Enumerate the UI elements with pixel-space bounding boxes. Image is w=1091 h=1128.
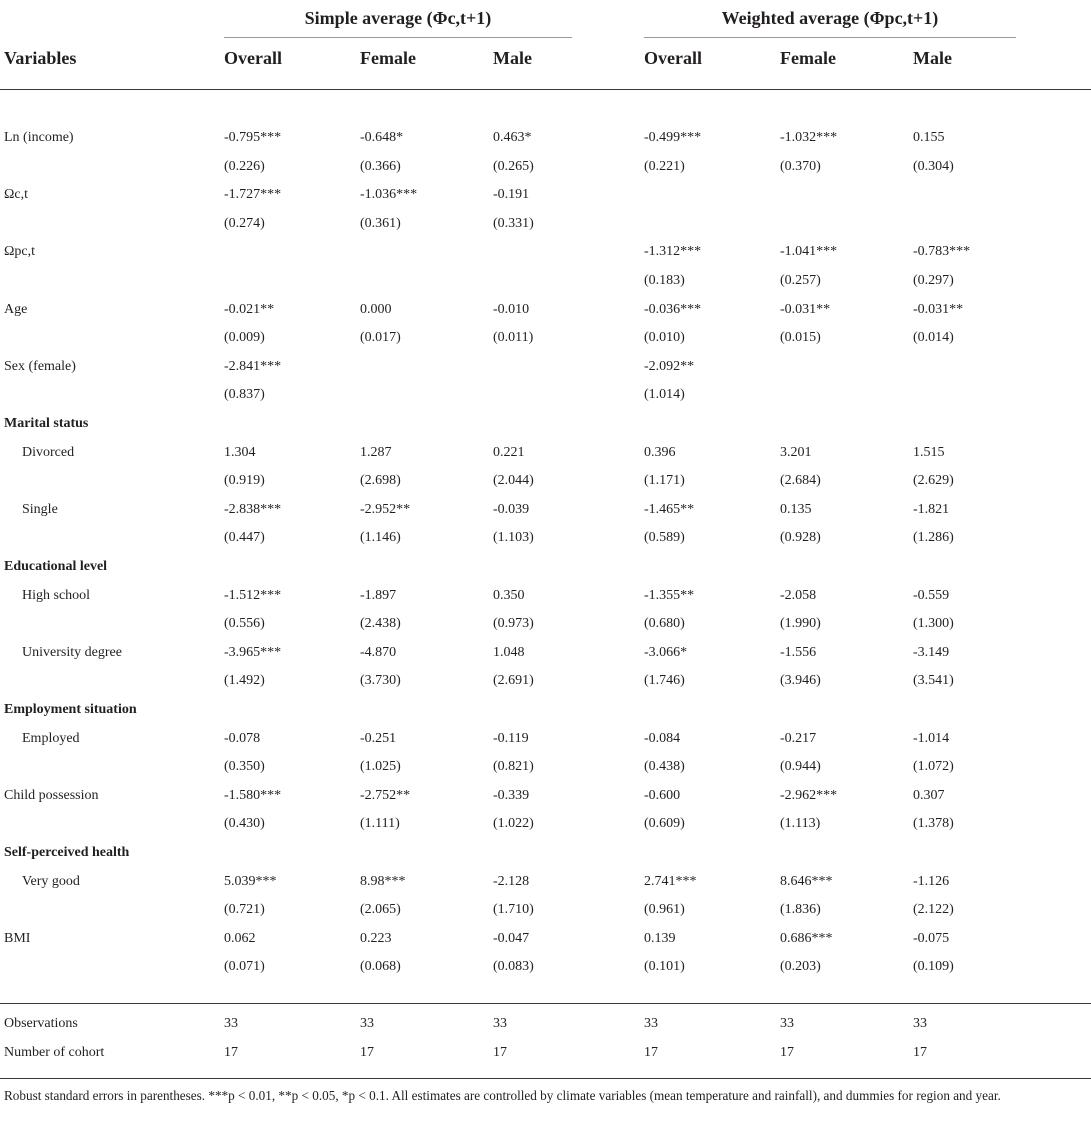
table-cell: -3.149	[913, 644, 950, 660]
table-cell: (2.684)	[780, 473, 821, 489]
table-cell: (0.274)	[224, 215, 265, 231]
table-cell: -0.031**	[913, 301, 964, 317]
table-cell: (2.122)	[913, 902, 954, 918]
table-cell: (1.025)	[360, 759, 401, 775]
table-footnote: Robust standard errors in parentheses. ***p < 0.01, **p < 0.05, *p < 0.1. All estimates are controlled by climate variables (mean temperature and rainfall), and dummies for region and year.	[4, 1088, 1001, 1103]
table-cell: (0.370)	[780, 158, 821, 174]
table-row	[0, 153, 1091, 181]
table-cell: -0.217	[780, 730, 817, 746]
table-cell: 17	[780, 1044, 794, 1060]
table-cell: 33	[360, 1016, 374, 1031]
table-cell: -4.870	[360, 644, 397, 660]
row-label: Ωpc,t	[4, 244, 36, 260]
table-row	[0, 353, 1091, 381]
table-cell: (1.378)	[913, 816, 954, 832]
table-cell: -0.084	[644, 730, 681, 746]
table-cell: (0.366)	[360, 158, 401, 174]
table-cell: (1.171)	[644, 473, 685, 489]
table-row	[0, 725, 1091, 753]
table-cell: 1.048	[493, 644, 525, 660]
footer-rule	[0, 1078, 1091, 1079]
table-cell: (0.068)	[360, 959, 401, 975]
column-header-simple-male: Male	[493, 48, 532, 68]
table-cell: 1.515	[913, 444, 945, 460]
table-cell: (0.297)	[913, 273, 954, 288]
table-row	[0, 953, 1091, 981]
table-cell: (0.083)	[493, 959, 534, 975]
table-row	[0, 896, 1091, 924]
table-cell: 0.463*	[493, 130, 532, 145]
table-row	[0, 410, 1091, 438]
row-label: Ln (income)	[4, 130, 74, 145]
table-cell: (0.221)	[644, 158, 685, 174]
table-cell: (0.944)	[780, 759, 821, 775]
table-cell: -2.841***	[224, 358, 282, 374]
table-cell: -0.119	[493, 730, 529, 746]
table-row	[0, 467, 1091, 495]
table-cell: -1.512***	[224, 587, 282, 603]
table-cell: (0.011)	[493, 330, 534, 346]
table-cell: (0.257)	[780, 273, 821, 288]
table-cell: (0.556)	[224, 616, 265, 632]
table-cell: -0.021**	[224, 301, 275, 317]
table-cell: -1.032***	[780, 130, 838, 145]
table-cell: (1.014)	[644, 387, 685, 403]
table-cell: (0.821)	[493, 759, 534, 775]
table-cell: -1.014	[913, 730, 950, 746]
table-cell: 0.396	[644, 444, 676, 460]
table-cell: (0.010)	[644, 330, 685, 346]
table-cell: (0.680)	[644, 616, 685, 632]
table-row	[0, 124, 1091, 152]
table-cell: (0.109)	[913, 959, 954, 975]
table-cell: (1.710)	[493, 902, 534, 918]
table-cell: -1.580***	[224, 787, 282, 803]
table-cell: (0.226)	[224, 158, 265, 174]
row-label: University degree	[22, 644, 122, 660]
table-cell: (1.022)	[493, 816, 534, 832]
summary-rule	[0, 1003, 1091, 1004]
table-cell: -0.499***	[644, 130, 702, 145]
row-label: Sex (female)	[4, 358, 76, 374]
section-label: Educational level	[4, 559, 108, 574]
row-label: Employed	[22, 730, 80, 746]
table-cell: -2.838***	[224, 501, 282, 517]
table-cell: 0.155	[913, 130, 945, 145]
table-cell: (0.350)	[224, 759, 265, 775]
table-cell: (0.265)	[493, 158, 534, 174]
table-cell: (0.203)	[780, 959, 821, 975]
table-row	[0, 524, 1091, 552]
section-label: Self-perceived health	[4, 845, 130, 860]
table-cell: -3.965***	[224, 644, 282, 660]
section-label: Marital status	[4, 416, 89, 431]
table-cell: 0.000	[360, 301, 392, 317]
table-row	[0, 296, 1091, 324]
table-cell: (0.071)	[224, 959, 265, 975]
table-row	[0, 324, 1091, 352]
table-cell: 17	[224, 1044, 238, 1060]
table-cell: (0.973)	[493, 616, 534, 632]
column-header-simple-female: Female	[360, 48, 416, 68]
table-cell: (3.541)	[913, 673, 954, 689]
table-cell: 17	[644, 1044, 658, 1060]
table-cell: (2.698)	[360, 473, 401, 489]
table-cell: -0.010	[493, 301, 530, 317]
table-row	[0, 782, 1091, 810]
table-cell: (2.691)	[493, 673, 534, 689]
table-cell: (1.286)	[913, 530, 954, 546]
table-cell: 17	[493, 1044, 507, 1060]
table-cell: -0.600	[644, 787, 681, 803]
table-row	[0, 439, 1091, 467]
row-label: Very good	[22, 873, 80, 889]
table-cell: (0.961)	[644, 902, 685, 918]
row-label: Observations	[4, 1016, 78, 1031]
row-label: Age	[4, 301, 28, 317]
group-header-weighted-average: Weighted average (Φpc,t+1)	[721, 8, 939, 28]
row-label: Divorced	[22, 444, 75, 460]
group-header-simple-average: Simple average (Φc,t+1)	[304, 8, 492, 28]
table-cell: (0.331)	[493, 215, 534, 231]
table-cell: -3.066*	[644, 644, 688, 660]
table-cell: -1.821	[913, 501, 950, 517]
table-cell: 17	[360, 1044, 374, 1060]
table-cell: (0.361)	[360, 215, 401, 231]
table-row	[0, 553, 1091, 581]
table-row	[0, 210, 1091, 238]
table-cell: 0.139	[644, 930, 676, 946]
table-cell: (0.447)	[224, 530, 265, 546]
table-row	[0, 181, 1091, 209]
table-cell: (0.721)	[224, 902, 265, 918]
table-cell: (0.928)	[780, 530, 821, 546]
table-row	[0, 1010, 1091, 1038]
column-header-weighted-male: Male	[913, 48, 952, 68]
table-row	[0, 639, 1091, 667]
table-cell: (0.009)	[224, 330, 265, 346]
table-cell: (0.183)	[644, 273, 685, 288]
table-cell: -0.783***	[913, 244, 971, 260]
table-row	[0, 868, 1091, 896]
table-cell: -2.128	[493, 873, 530, 889]
table-cell: 5.039***	[224, 873, 277, 889]
table-cell: 33	[224, 1016, 238, 1031]
table-cell: 33	[493, 1016, 507, 1031]
table-cell: 3.201	[780, 444, 812, 460]
table-cell: -1.355**	[644, 587, 695, 603]
table-cell: (1.492)	[224, 673, 265, 689]
table-cell: -2.058	[780, 587, 817, 603]
table-cell: (2.065)	[360, 902, 401, 918]
table-cell: (2.629)	[913, 473, 954, 489]
table-cell: 8.646***	[780, 873, 833, 889]
column-header-simple-overall: Overall	[224, 48, 282, 68]
table-cell: (0.015)	[780, 330, 821, 346]
column-header-weighted-overall: Overall	[644, 48, 702, 68]
table-cell: (0.919)	[224, 473, 265, 489]
table-cell: -0.191	[493, 187, 530, 203]
table-cell: -0.648*	[360, 130, 404, 145]
table-cell: (3.730)	[360, 673, 401, 689]
table-cell: (3.946)	[780, 673, 821, 689]
table-cell: (1.113)	[780, 816, 821, 832]
table-cell: -0.251	[360, 730, 397, 746]
table-cell: -1.312***	[644, 244, 702, 260]
table-cell: 2.741***	[644, 873, 697, 889]
table-cell: (0.014)	[913, 330, 954, 346]
row-label: Number of cohort	[4, 1044, 105, 1060]
table-cell: (1.072)	[913, 759, 954, 775]
table-cell: 33	[644, 1016, 658, 1031]
table-cell: -2.752**	[360, 787, 411, 803]
table-cell: 0.221	[493, 444, 525, 460]
table-row	[0, 238, 1091, 266]
table-row	[0, 610, 1091, 638]
table-cell: 0.307	[913, 787, 945, 803]
table-cell: -0.078	[224, 730, 261, 746]
table-cell: -1.041***	[780, 244, 838, 260]
table-row	[0, 381, 1091, 409]
row-label: BMI	[4, 930, 31, 946]
table-cell: (1.146)	[360, 530, 401, 546]
table-cell: (2.438)	[360, 616, 401, 632]
table-cell: (2.044)	[493, 473, 534, 489]
table-row	[0, 496, 1091, 524]
row-label: Ωc,t	[4, 187, 29, 203]
table-cell: 33	[780, 1016, 794, 1031]
table-cell: 1.304	[224, 444, 256, 460]
section-label: Employment situation	[4, 702, 137, 717]
table-cell: -0.039	[493, 501, 530, 517]
row-label: Single	[22, 501, 58, 517]
row-label: Child possession	[4, 787, 99, 803]
table-cell: (0.430)	[224, 816, 265, 832]
table-cell: -0.031**	[780, 301, 831, 317]
table-cell: (1.990)	[780, 616, 821, 632]
table-cell: -1.465**	[644, 501, 695, 517]
table-row	[0, 667, 1091, 695]
table-cell: 17	[913, 1044, 927, 1060]
table-cell: -0.036***	[644, 301, 702, 317]
table-cell: 1.287	[360, 444, 392, 460]
table-cell: -2.962***	[780, 787, 838, 803]
table-cell: -1.897	[360, 587, 397, 603]
table-cell: 0.062	[224, 930, 256, 946]
table-cell: 0.686***	[780, 930, 833, 946]
column-header-weighted-female: Female	[780, 48, 836, 68]
table-cell: -0.559	[913, 587, 950, 603]
table-row	[0, 267, 1091, 295]
table-row	[0, 925, 1091, 953]
table-cell: (0.609)	[644, 816, 685, 832]
table-cell: -0.795***	[224, 130, 282, 145]
table-cell: (1.111)	[360, 816, 400, 832]
table-cell: -1.727***	[224, 187, 282, 203]
table-cell: -0.075	[913, 930, 950, 946]
column-header-variables: Variables	[4, 48, 77, 68]
table-cell: (0.438)	[644, 759, 685, 775]
table-row	[0, 582, 1091, 610]
table-cell: 0.223	[360, 930, 392, 946]
table-cell: -1.126	[913, 873, 950, 889]
table-cell: -2.092**	[644, 358, 695, 374]
table-cell: -0.339	[493, 787, 530, 803]
group-underline-simple	[224, 37, 572, 38]
table-cell: -1.556	[780, 644, 817, 660]
table-cell: 0.350	[493, 587, 525, 603]
table-row	[0, 696, 1091, 724]
table-row	[0, 1039, 1091, 1067]
table-cell: -2.952**	[360, 501, 411, 517]
table-cell: 0.135	[780, 501, 812, 517]
table-cell: (1.746)	[644, 673, 685, 689]
table-row	[0, 810, 1091, 838]
table-cell: (1.300)	[913, 616, 954, 632]
table-cell: 33	[913, 1016, 927, 1031]
table-cell: -0.047	[493, 930, 530, 946]
table-row	[0, 753, 1091, 781]
table-cell: (0.101)	[644, 959, 685, 975]
group-underline-weighted	[644, 37, 1016, 38]
table-row	[0, 839, 1091, 867]
table-cell: 8.98***	[360, 873, 406, 889]
table-cell: (1.836)	[780, 902, 821, 918]
table-cell: (1.103)	[493, 530, 534, 546]
header-rule	[0, 89, 1091, 90]
row-label: High school	[22, 587, 91, 603]
table-cell: (0.017)	[360, 330, 401, 346]
table-cell: (0.304)	[913, 158, 954, 174]
table-cell: (0.837)	[224, 387, 265, 403]
table-cell: (0.589)	[644, 530, 685, 546]
table-cell: -1.036***	[360, 187, 418, 203]
